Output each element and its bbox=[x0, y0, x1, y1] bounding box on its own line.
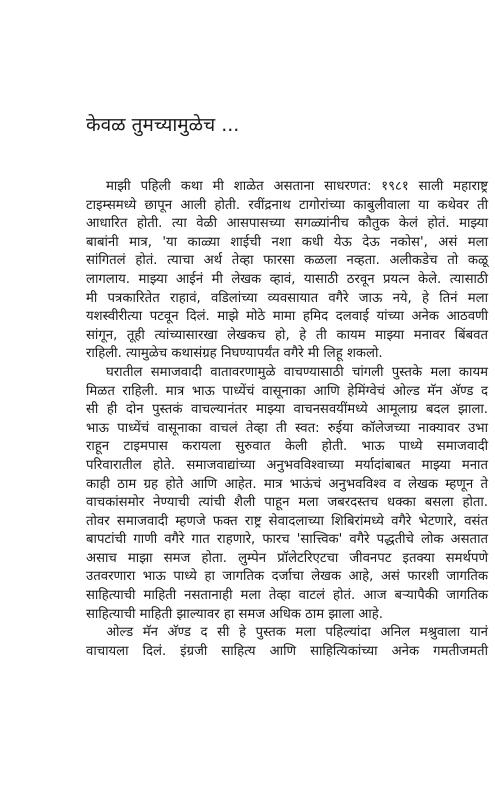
body-text bbox=[86, 178, 488, 661]
text-line: असाच माझा समज होता. लुम्पेन प्रॉलेटरिएटचा जीवनपट इतक्या समर्थपणे bbox=[86, 550, 488, 566]
text-line: ओल्ड मॅन अ‍ॅण्ड द सी हे पुस्तक मला पहिल्यांदा अनिल मश्रुवाला यानं bbox=[106, 625, 488, 641]
text-line: मी पत्रकारितेत राहावं, वडिलांच्या व्यवसायात वगैरे जाऊ नये, हे तिनं मला bbox=[86, 290, 488, 306]
text-line: यशस्वीरीत्या पटवून दिलं. माझे मोठे मामा हमिद दलवाई यांच्या अनेक आठवणी bbox=[86, 309, 488, 325]
text-line: साहित्याची माहिती झाल्यावर हा समज अधिक ठाम झाला आहे. bbox=[86, 606, 383, 622]
text-line: वाचकांसमोर नेण्याची त्यांची शैली पाहून मला जबरदस्तच धक्का बसला होता. bbox=[86, 495, 488, 511]
text-line: उतवरणारा भाऊ पाध्ये हा जागतिक दर्जाचा लेखक आहे, असं फारशी जागतिक bbox=[86, 569, 488, 585]
text-line: तोवर समाजवादी म्हणजे फक्त राष्ट्र सेवादलाच्या शिबिरांमध्ये वगैरे भेटणारे, वसंत bbox=[86, 513, 488, 529]
text-line: काही ठाम ग्रह होते आणि आहेत. मात्र भाऊंचं अनुभवविश्व व लेखक म्हणून ते bbox=[86, 476, 488, 492]
chapter-heading: केवळ तुमच्यामुळेच ... bbox=[86, 114, 240, 136]
text-line: बाबांनी मात्र, 'या काळ्या शाईची नशा कधी येऊ देऊ नकोस', असं मला bbox=[86, 234, 488, 250]
text-line: राहिली. त्यामुळेच कथासंग्रह निघण्यापर्यंत वगैरे मी लिहू शकलो. bbox=[86, 346, 383, 362]
text-line: सांगितलं होतं. त्याचा अर्थ तेव्हा फारसा कळला नव्हता. अलीकडेच तो कळू bbox=[86, 253, 488, 269]
paragraph-2 bbox=[86, 364, 488, 624]
text-line: टाइम्समध्ये छापून आली होती. रवींद्रनाथ टागोरांच्या काबुलीवाला या कथेवर ती bbox=[86, 197, 488, 213]
paragraph-3 bbox=[86, 624, 488, 661]
text-line: घरातील समाजवादी वातावरणामुळे वाचण्यासाठी चांगली पुस्तके मला कायम bbox=[106, 364, 488, 380]
text-line: साहित्याची माहिती नसतानाही मला तेव्हा वाटलं होतं. आज बऱ्यापैकी जागतिक bbox=[86, 588, 488, 604]
text-line: लागलाय. माझ्या आईनं मी लेखक व्हावं, यासाठी ठरवून प्रयत्न केले. त्यासाठी bbox=[86, 271, 488, 287]
text-line: राहून टाइमपास करायला सुरुवात केली होती. भाऊ पाध्ये समाजवादी bbox=[86, 439, 488, 455]
text-line: माझी पहिली कथा मी शाळेत असताना साधरणत: १९८१ साली महाराष्ट्र bbox=[106, 179, 488, 194]
text-line: सी ही दोन पुस्तकं वाचल्यानंतर माझ्या वाचनसवयींमध्ये आमूलाग्र बदल झाला. bbox=[86, 402, 488, 418]
paragraph-1 bbox=[86, 178, 488, 364]
text-line: मिळत राहिली. मात्र भाऊ पाध्येंचं वासूनाका आणि हेमिंग्वेचं ओल्ड मॅन अ‍ॅण्ड द bbox=[86, 383, 488, 399]
text-line: परिवारातील होते. समाजवाद्यांच्या अनुभवविश्वाच्या मर्यादांबाबत माझ्या मनात bbox=[86, 457, 488, 473]
text-line: वाचायला दिलं. इंग्रजी साहित्य आणि साहित्यिकांच्या अनेक गमतीजमती bbox=[86, 643, 488, 659]
text-line: आधारित होती. त्या वेळी आसपासच्या सगळ्यांनीच कौतुक केलं होतं. माझ्या bbox=[86, 216, 488, 232]
text-line: भाऊ पाध्येंचं वासूनाका वाचलं तेव्हा ती स्वत: रुईया कॉलेजच्या नाक्यावर उभा bbox=[86, 420, 488, 436]
text-line: सांगून, तूही त्यांच्यासारखा लेखकच हो, हे ती कायम माझ्या मनावर बिंबवत bbox=[86, 327, 488, 343]
text-line: बापटांची गाणी वगैरे गात राहणारे, फारच 'सात्त्विक' वगैरे पद्धतीचे लोक असतात bbox=[86, 532, 488, 548]
